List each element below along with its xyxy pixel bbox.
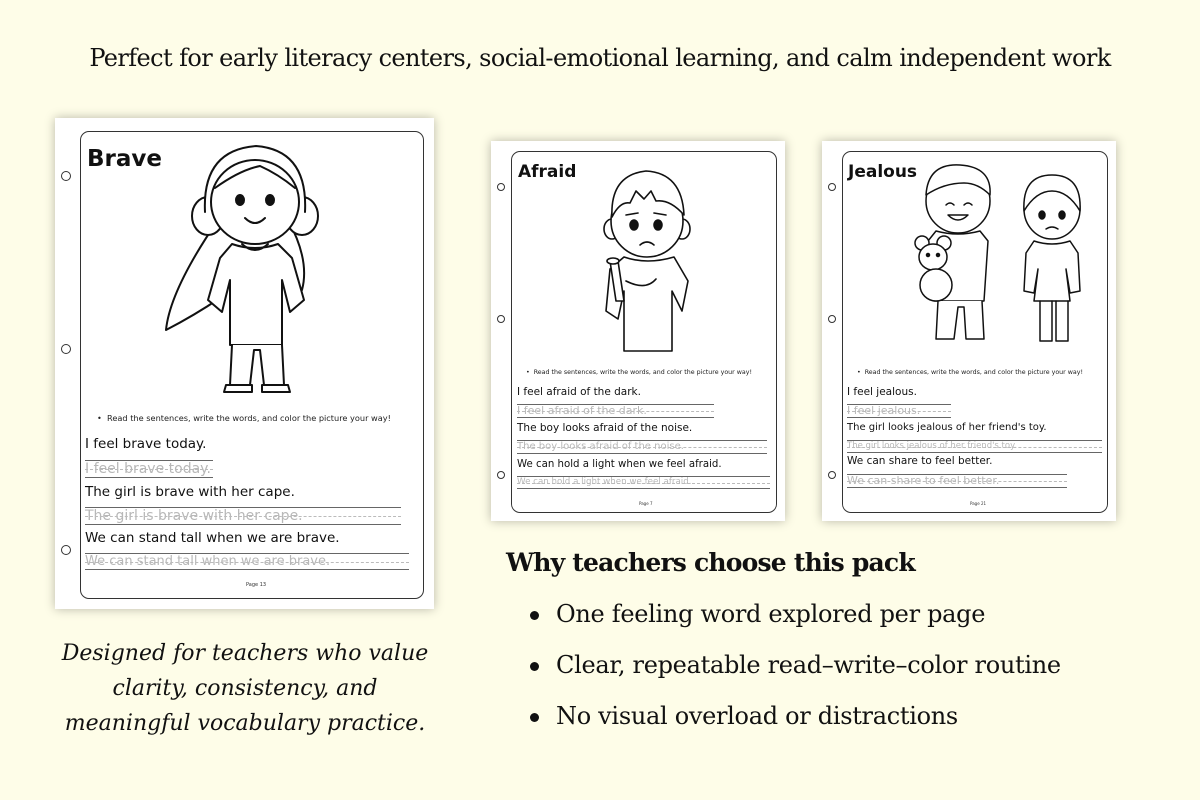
midline [517, 447, 767, 448]
why-bullet [530, 651, 1061, 702]
sentence-2: The girl looks jealous of her friend's toy. [847, 422, 1047, 433]
worksheet-afraid [491, 141, 785, 521]
bullet-dot [530, 713, 539, 722]
instruction-text: Read the sentences, write the words, and color the picture your way! [107, 413, 391, 423]
midline [847, 411, 951, 412]
trace-text: I feel afraid of the dark. [517, 404, 647, 417]
trace-text: I feel brave today. [85, 461, 211, 477]
trace-line-2[interactable] [847, 440, 1102, 453]
page-number: Page 7 [639, 501, 653, 506]
trace-line-1[interactable] [517, 404, 714, 418]
midline [847, 481, 1067, 482]
brave-girl-illustration [160, 140, 350, 395]
trace-line-2[interactable] [517, 440, 767, 454]
worksheet-brave [55, 118, 434, 609]
feeling-word: Afraid [518, 162, 577, 182]
midline [517, 483, 770, 484]
why-bullet [530, 600, 1061, 651]
headline: Perfect for early literacy centers, social-emotional learning, and calm independent work [89, 44, 1111, 72]
midline [85, 516, 401, 517]
sentence-3: We can stand tall when we are brave. [85, 530, 340, 546]
why-bullet-text: Clear, repeatable read–write–color routine [556, 651, 1061, 679]
trace-line-2[interactable] [85, 507, 401, 525]
sentence-1: I feel jealous. [847, 386, 917, 398]
caption-line: meaningful vocabulary practice. [64, 711, 426, 736]
trace-text: I feel jealous. [847, 404, 921, 417]
why-bullet-text: One feeling word explored per page [556, 600, 986, 628]
page-number: Page 21 [970, 501, 987, 506]
feeling-word: Brave [87, 146, 162, 172]
trace-line-3[interactable] [847, 474, 1067, 488]
afraid-boy-illustration [596, 161, 696, 361]
teacher-caption [40, 636, 450, 741]
binder-hole [828, 315, 836, 323]
trace-text: We can hold a light when we feel afraid. [517, 477, 692, 487]
binder-hole [497, 183, 505, 191]
trace-text: We can share to feel better. [847, 474, 1000, 487]
binder-hole [828, 471, 836, 479]
instruction-text: Read the sentences, write the words, and color the picture your way! [864, 369, 1084, 376]
sentence-3: We can share to feel better. [847, 455, 993, 467]
trace-line-1[interactable] [85, 460, 213, 478]
bullet-dot [530, 662, 539, 671]
why-bullet-list [530, 600, 1061, 753]
page-number: Page 13 [246, 582, 267, 588]
midline [85, 469, 213, 470]
binder-hole [61, 171, 71, 181]
feeling-word: Jealous [848, 162, 918, 182]
sentence-1: I feel afraid of the dark. [517, 386, 641, 398]
binder-hole [497, 471, 505, 479]
instruction: • Read the sentences, write the words, and color the picture your way! [526, 369, 753, 376]
caption-line: Designed for teachers who value [61, 641, 429, 666]
midline [85, 562, 409, 563]
instruction-text: Read the sentences, write the words, and color the picture your way! [533, 369, 753, 376]
binder-hole [61, 344, 71, 354]
trace-text: The boy looks afraid of the noise. [517, 441, 684, 452]
binder-hole [61, 545, 71, 555]
sentence-3: We can hold a light when we feel afraid. [517, 459, 722, 470]
bullet-dot [530, 611, 539, 620]
midline [517, 411, 714, 412]
trace-text: The girl looks jealous of her friend's toy. [847, 441, 1017, 451]
sentence-2: The girl is brave with her cape. [85, 484, 295, 500]
worksheet-jealous [822, 141, 1116, 521]
why-title: Why teachers choose this pack [506, 548, 915, 577]
trace-text: We can stand tall when we are brave. [85, 554, 331, 569]
instruction: • Read the sentences, write the words, and color the picture your way! [857, 369, 1084, 376]
instruction: • Read the sentences, write the words, and color the picture your way! [97, 413, 391, 423]
jealous-kids-illustration [914, 161, 1104, 356]
caption-line: clarity, consistency, and [112, 676, 378, 701]
why-bullet-text: No visual overload or distractions [556, 702, 958, 730]
trace-line-3[interactable] [85, 553, 409, 570]
trace-text: The girl is brave with her cape. [85, 508, 303, 524]
binder-hole [828, 183, 836, 191]
midline [847, 447, 1102, 448]
sentence-1: I feel brave today. [85, 436, 207, 452]
trace-line-1[interactable] [847, 404, 951, 418]
sentence-2: The boy looks afraid of the noise. [517, 422, 693, 434]
why-bullet [530, 702, 1061, 753]
binder-hole [497, 315, 505, 323]
trace-line-3[interactable] [517, 476, 770, 489]
